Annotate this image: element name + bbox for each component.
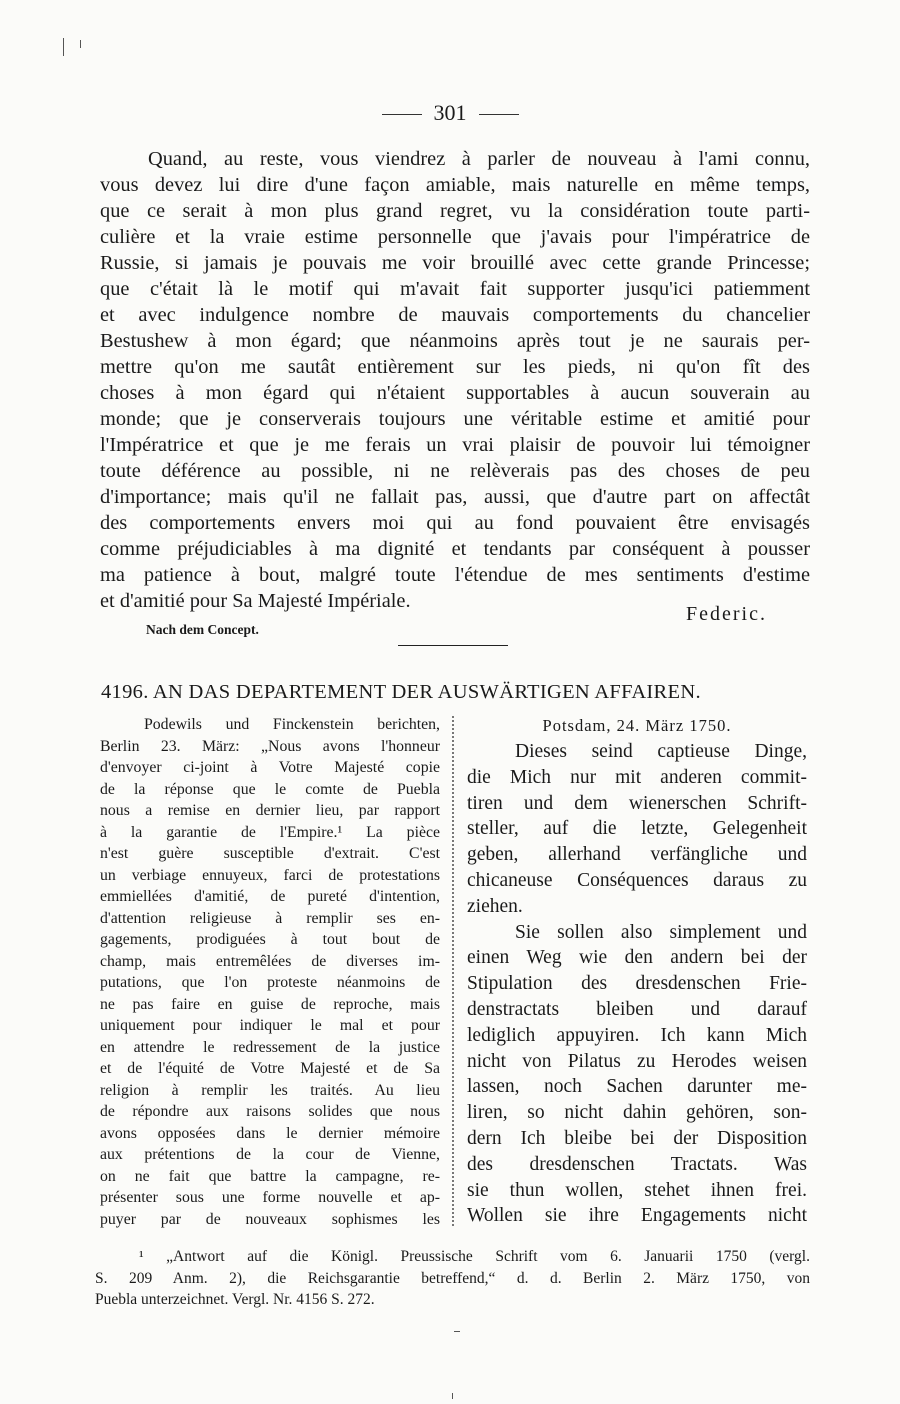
document-heading: 4196. AN DAS DEPARTEMENT DER AUSWÄRTIGEN AFFAIREN. bbox=[101, 681, 701, 703]
summary-line: présenter sous une forme nouvelle et ap- bbox=[100, 1189, 440, 1206]
reply-line: chicaneuse Conséquences daraus zu bbox=[467, 869, 807, 891]
summary-line: puyer par de nouveaux sophismes les bbox=[100, 1210, 440, 1228]
reply-line: nicht von Pilatus zu Herodes weisen bbox=[467, 1050, 807, 1072]
reply-line: tiren und dem wienerschen Schrift- bbox=[467, 792, 807, 814]
page-number-header bbox=[0, 100, 900, 126]
summary-line: religion à remplir les traités. Au lieu bbox=[100, 1081, 440, 1099]
letter-line: d'importance; mais qu'il ne fallait pas, aussi, que d'autre part on affectât bbox=[100, 486, 810, 508]
summary-line: on ne fait que battre la campagne, re- bbox=[100, 1167, 440, 1185]
column-separator bbox=[452, 716, 454, 1226]
letter-line: comme préjudiciables à ma dignité et tendants par conséquent à pousser bbox=[100, 538, 810, 560]
letter-line: et avec indulgence nombre de mauvais comportements du chancelier bbox=[100, 304, 810, 326]
summary-line: un verbiage ennuyeux, farci de protestations bbox=[100, 866, 440, 884]
footnote-line: Puebla unterzeichnet. Vergl. Nr. 4156 S. 272. bbox=[95, 1291, 375, 1308]
summary-line: et de l'équité de Votre Majesté et de Sa bbox=[100, 1060, 440, 1077]
letter-line: monde; que je conserverais toujours une véritable estime et amitié pour bbox=[100, 408, 810, 430]
reply-line: lassen, noch Sachen darunter me- bbox=[467, 1076, 807, 1098]
summary-line: en attendre le redressement de la justice bbox=[100, 1038, 440, 1056]
letter-line: toute déférence au possible, ni ne relèverais pas des choses de peu bbox=[100, 460, 810, 482]
letter-line: Bestushew à mon égard; que néanmoins après tout je ne saurais per- bbox=[100, 330, 810, 352]
header-dash-right bbox=[479, 114, 519, 115]
reply-line: Sie sollen also simplement und bbox=[515, 921, 807, 943]
letter-line: Quand, au reste, vous viendrez à parler de nouveau à l'ami connu, bbox=[148, 148, 810, 170]
summary-line: emmiellées d'amitié, de pureté d'intention, bbox=[100, 888, 440, 905]
summary-line: à la garantie de l'Empire.¹ La pièce bbox=[100, 823, 440, 841]
letter-line: mettre qu'on me sautât entièrement sur les pieds, ni qu'on fît des bbox=[100, 356, 810, 378]
reply-line: geben, allerhand verfängliche und bbox=[467, 844, 807, 866]
letter-line: l'Impératrice et que je me ferais un vrai plaisir de pouvoir lui témoigner bbox=[100, 434, 810, 456]
letter-line: et d'amitié pour Sa Majesté Impériale. bbox=[100, 590, 411, 612]
dateline: Potsdam, 24. März 1750. bbox=[542, 716, 732, 735]
scan-speck bbox=[452, 1393, 453, 1399]
summary-line: nous a remise en dernier lieu, par rapport bbox=[100, 802, 440, 819]
scan-speck bbox=[63, 38, 64, 56]
scan-speck bbox=[80, 40, 81, 48]
reply-line: sie thun wollen, stehet ihnen frei. bbox=[467, 1179, 807, 1201]
summary-line: Podewils und Finckenstein berichten, bbox=[144, 716, 440, 733]
letter-line: choses à mon égard qui n'étaient supportables à aucun souverain au bbox=[100, 382, 810, 404]
section-divider bbox=[398, 645, 508, 646]
reply-line: einen Weg wie den andern bei der bbox=[467, 947, 807, 969]
summary-line: de la réponse que le comte de Puebla bbox=[100, 780, 440, 798]
letter-line: culière et la vraie estime personnelle que j'avais pour l'impératrice de bbox=[100, 226, 810, 248]
header-dash-left bbox=[382, 114, 422, 115]
footnote-line: ¹ „Antwort auf die Königl. Preussische Schrift vom 6. Januarii 1750 (vergl. bbox=[139, 1248, 810, 1265]
reply-column bbox=[467, 713, 807, 1229]
summary-line: avons opposées dans le dernier mémoire bbox=[100, 1124, 440, 1142]
summary-line: ne pas faire en guise de reproche, mais bbox=[100, 995, 440, 1013]
reply-line: Dieses seind captieuse Dinge, bbox=[515, 741, 807, 762]
letter-line: Russie, si jamais je pouvais me voir brouillé avec cette grande Princesse; bbox=[100, 252, 810, 274]
summary-line: gagements, prodiguées à tout bout de bbox=[100, 931, 440, 948]
letter-line: vous devez lui dire d'une façon amiable, mais naturelle en même temps, bbox=[100, 174, 810, 196]
letter-body bbox=[100, 146, 810, 614]
scan-speck bbox=[454, 1331, 460, 1332]
page-number: 301 bbox=[433, 100, 467, 125]
reply-line: des dresdenschen Tractats. Was bbox=[467, 1153, 807, 1175]
reply-line: Stipulation des dresdenschen Frie- bbox=[467, 973, 807, 995]
reply-line: steller, auf die letzte, Gelegenheit bbox=[467, 818, 807, 840]
summary-column bbox=[100, 714, 440, 1230]
letter-line: ma patience à bout, malgré toute l'étendue de mes sentiments d'estime bbox=[100, 564, 810, 586]
summary-line: n'est guère susceptible d'extrait. C'est bbox=[100, 845, 440, 862]
source-note: Nach dem Concept. bbox=[146, 622, 259, 637]
summary-line: putations, que l'on proteste néanmoins de bbox=[100, 974, 440, 991]
footnote-line: S. 209 Anm. 2), die Reichsgarantie betreffend,“ d. d. Berlin 2. März 1750, von bbox=[95, 1269, 810, 1287]
summary-line: de répondre aux raisons solides que nous bbox=[100, 1103, 440, 1120]
footnote bbox=[95, 1246, 810, 1311]
reply-line: liren, so nicht dahin gehören, son- bbox=[467, 1102, 807, 1124]
summary-line: aux prétentions de la cour de Vienne, bbox=[100, 1146, 440, 1163]
signature: Federic. bbox=[686, 603, 767, 625]
reply-line: ziehen. bbox=[467, 895, 523, 917]
letter-line: des comportements envers moi qui au fond pouvaient être envisagés bbox=[100, 512, 810, 534]
summary-line: uniquement pour indiquer le mal et pour bbox=[100, 1017, 440, 1034]
reply-line: denstractats bleiben und darauf bbox=[467, 998, 807, 1020]
summary-line: d'attention religieuse à remplir ses en- bbox=[100, 909, 440, 927]
summary-line: Berlin 23. März: „Nous avons l'honneur bbox=[100, 737, 440, 755]
reply-line: dern Ich bleibe bei der Disposition bbox=[467, 1127, 807, 1149]
reply-line: lediglich appuyiren. Ich kann Mich bbox=[467, 1024, 807, 1046]
summary-line: champ, mais entremêlées de diverses im- bbox=[100, 952, 440, 970]
reply-line: die Mich nur mit anderen commit- bbox=[467, 766, 807, 788]
letter-line: que c'était là le motif qui m'avait fait supporter jusqu'ici patiemment bbox=[100, 278, 810, 300]
summary-line: d'envoyer ci-joint à Votre Majesté copie bbox=[100, 759, 440, 776]
reply-line: Wollen sie ihre Engagements nicht bbox=[467, 1205, 807, 1227]
letter-line: que ce serait à mon plus grand regret, vu la considération toute parti- bbox=[100, 200, 810, 222]
